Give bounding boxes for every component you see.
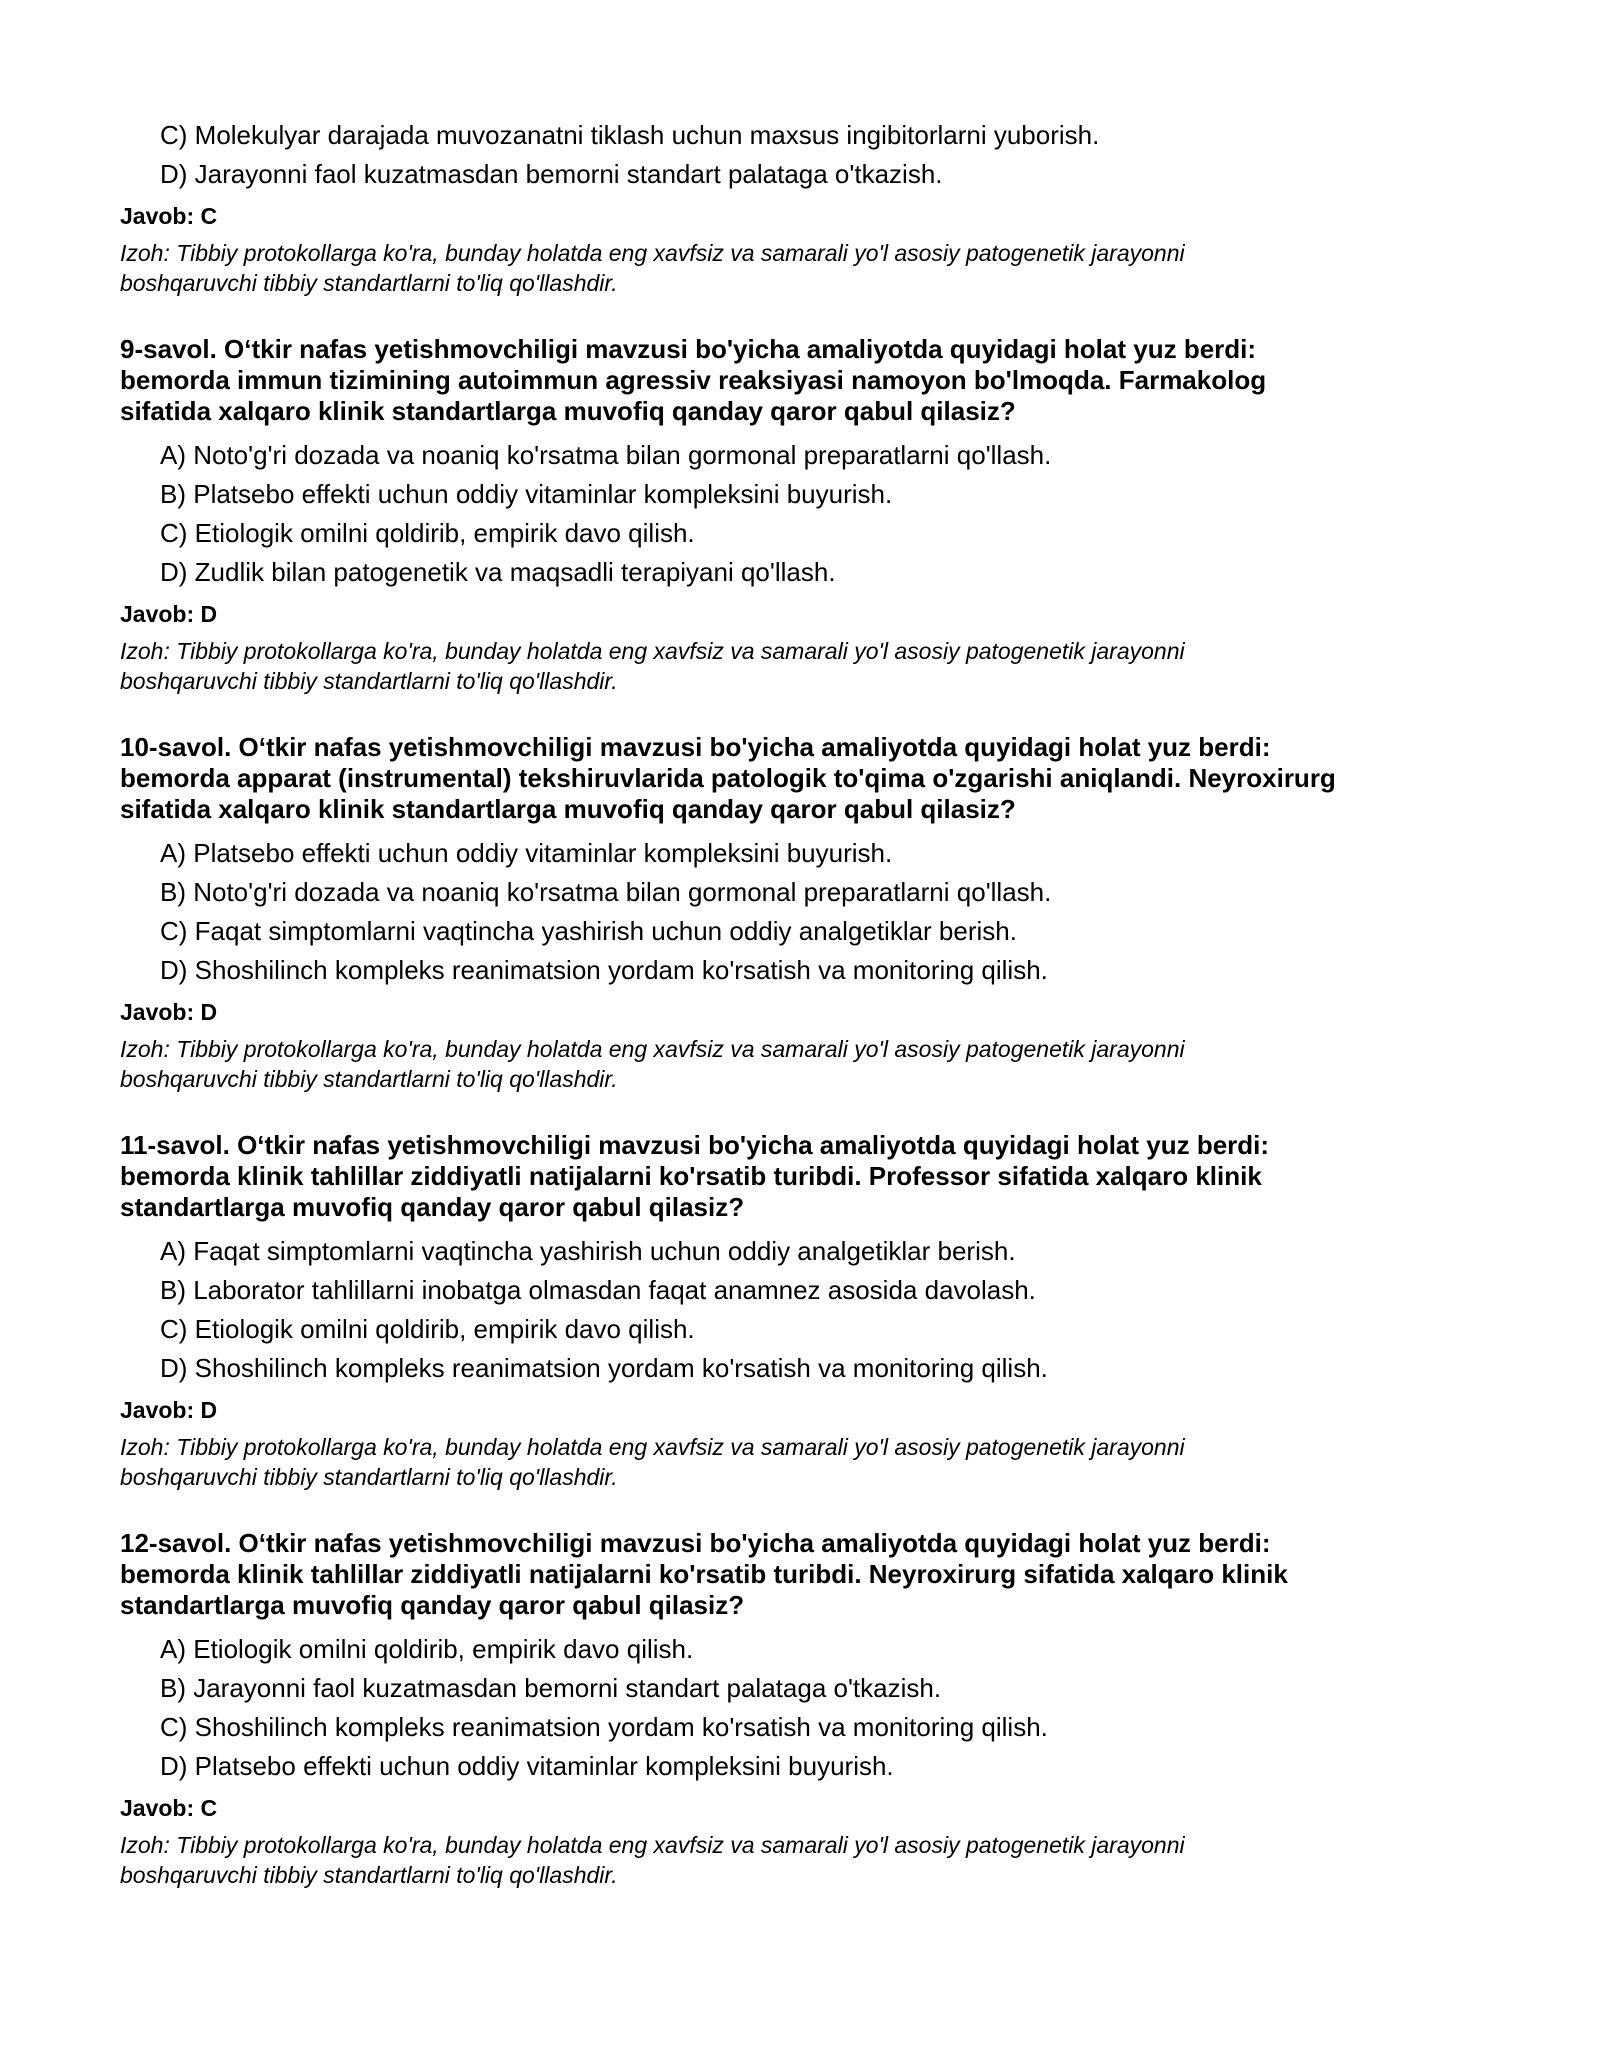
question-line: sifatida xalqaro klinik standartlarga muvofiq qanday qaror qabul qilasiz? <box>120 396 1016 426</box>
question-8-continuation <box>120 120 1480 298</box>
note-line: boshqaruvchi tibbiy standartlarni to'liq qo'llashdir. <box>120 1464 618 1490</box>
option-b: B) Platsebo effekti uchun oddiy vitaminlar kompleksini buyurish. <box>160 479 893 509</box>
option-a: A) Etiologik omilni qoldirib, empirik davo qilish. <box>160 1634 694 1664</box>
note-line: boshqaruvchi tibbiy standartlarni to'liq qo'llashdir. <box>120 1066 618 1092</box>
option-d: D) Platsebo effekti uchun oddiy vitaminlar kompleksini buyurish. <box>160 1751 894 1781</box>
option-c: C) Etiologik omilni qoldirib, empirik davo qilish. <box>160 1314 695 1344</box>
option-b: B) Jarayonni faol kuzatmasdan bemorni standart palataga o'tkazish. <box>160 1673 942 1703</box>
option-a: A) Faqat simptomlarni vaqtincha yashirish uchun oddiy analgetiklar berish. <box>160 1236 1016 1266</box>
explanation-note <box>120 238 1480 298</box>
answer-label: Javob: C <box>120 203 218 229</box>
note-line: boshqaruvchi tibbiy standartlarni to'liq qo'llashdir. <box>120 1862 618 1888</box>
note-line: Izoh: Tibbiy protokollarga ko'ra, bunday holatda eng xavfsiz va samarali yo'l asosiy patogenetik jarayonni <box>120 240 1185 266</box>
question-9 <box>120 334 1480 696</box>
note-line: Izoh: Tibbiy protokollarga ko'ra, bunday holatda eng xavfsiz va samarali yo'l asosiy patogenetik jarayonni <box>120 638 1185 664</box>
option-c: C) Etiologik omilni qoldirib, empirik davo qilish. <box>160 518 695 548</box>
note-line: Izoh: Tibbiy protokollarga ko'ra, bunday holatda eng xavfsiz va samarali yo'l asosiy patogenetik jarayonni <box>120 1036 1185 1062</box>
answer-label: Javob: D <box>120 1397 218 1423</box>
question-line: bemorda klinik tahlillar ziddiyatli natijalarni ko'rsatib turibdi. Neyroxirurg sifatida xalqaro klinik <box>120 1559 1288 1589</box>
question-line: 11-savol. O‘tkir nafas yetishmovchiligi mavzusi bo'yicha amaliyotda quyidagi holat yuz berdi: <box>120 1130 1270 1160</box>
question-10 <box>120 732 1480 1094</box>
option-d: D) Shoshilinch kompleks reanimatsion yordam ko'rsatish va monitoring qilish. <box>160 955 1048 985</box>
option-b: B) Laborator tahlillarni inobatga olmasdan faqat anamnez asosida davolash. <box>160 1275 1036 1305</box>
question-line: standartlarga muvofiq qanday qaror qabul qilasiz? <box>120 1590 745 1620</box>
question-text <box>120 334 1480 427</box>
question-line: sifatida xalqaro klinik standartlarga muvofiq qanday qaror qabul qilasiz? <box>120 794 1016 824</box>
question-line: standartlarga muvofiq qanday qaror qabul qilasiz? <box>120 1192 745 1222</box>
option-c: C) Faqat simptomlarni vaqtincha yashirish uchun oddiy analgetiklar berish. <box>160 916 1017 946</box>
question-text <box>120 1528 1480 1621</box>
note-line: Izoh: Tibbiy protokollarga ko'ra, bunday holatda eng xavfsiz va samarali yo'l asosiy patogenetik jarayonni <box>120 1434 1185 1460</box>
question-line: bemorda immun tizimining autoimmun agressiv reaksiyasi namoyon bo'lmoqda. Farmakolog <box>120 365 1267 395</box>
answer-label: Javob: D <box>120 601 218 627</box>
option-d: D) Shoshilinch kompleks reanimatsion yordam ko'rsatish va monitoring qilish. <box>160 1353 1048 1383</box>
question-text <box>120 732 1480 825</box>
question-line: bemorda klinik tahlillar ziddiyatli natijalarni ko'rsatib turibdi. Professor sifatida xalqaro klinik <box>120 1161 1262 1191</box>
note-line: boshqaruvchi tibbiy standartlarni to'liq qo'llashdir. <box>120 668 618 694</box>
question-12 <box>120 1528 1480 1890</box>
option-a: A) Noto'g'ri dozada va noaniq ko'rsatma bilan gormonal preparatlarni qo'llash. <box>160 440 1052 470</box>
explanation-note <box>120 1830 1480 1890</box>
question-line: 12-savol. O‘tkir nafas yetishmovchiligi mavzusi bo'yicha amaliyotda quyidagi holat yuz berdi: <box>120 1528 1271 1558</box>
answer-label: Javob: C <box>120 1795 218 1821</box>
option-c: C) Molekulyar darajada muvozanatni tiklash uchun maxsus ingibitorlarni yuborish. <box>160 120 1100 150</box>
note-line: Izoh: Tibbiy protokollarga ko'ra, bunday holatda eng xavfsiz va samarali yo'l asosiy patogenetik jarayonni <box>120 1832 1185 1858</box>
option-d: D) Jarayonni faol kuzatmasdan bemorni standart palataga o'tkazish. <box>160 159 943 189</box>
explanation-note <box>120 1034 1480 1094</box>
document-page <box>120 120 1480 1890</box>
explanation-note <box>120 1432 1480 1492</box>
option-a: A) Platsebo effekti uchun oddiy vitaminlar kompleksini buyurish. <box>160 838 893 868</box>
answer-label: Javob: D <box>120 999 218 1025</box>
option-b: B) Noto'g'ri dozada va noaniq ko'rsatma bilan gormonal preparatlarni qo'llash. <box>160 877 1052 907</box>
question-line: 10-savol. O‘tkir nafas yetishmovchiligi mavzusi bo'yicha amaliyotda quyidagi holat yuz berdi: <box>120 732 1271 762</box>
question-text <box>120 1130 1480 1223</box>
note-line: boshqaruvchi tibbiy standartlarni to'liq qo'llashdir. <box>120 270 618 296</box>
explanation-note <box>120 636 1480 696</box>
question-line: bemorda apparat (instrumental) tekshiruvlarida patologik to'qima o'zgarishi aniqlandi. Neyroxirurg <box>120 763 1336 793</box>
question-line: 9-savol. O‘tkir nafas yetishmovchiligi mavzusi bo'yicha amaliyotda quyidagi holat yuz berdi: <box>120 334 1257 364</box>
question-11 <box>120 1130 1480 1492</box>
option-d: D) Zudlik bilan patogenetik va maqsadli terapiyani qo'llash. <box>160 557 836 587</box>
option-c: C) Shoshilinch kompleks reanimatsion yordam ko'rsatish va monitoring qilish. <box>160 1712 1048 1742</box>
